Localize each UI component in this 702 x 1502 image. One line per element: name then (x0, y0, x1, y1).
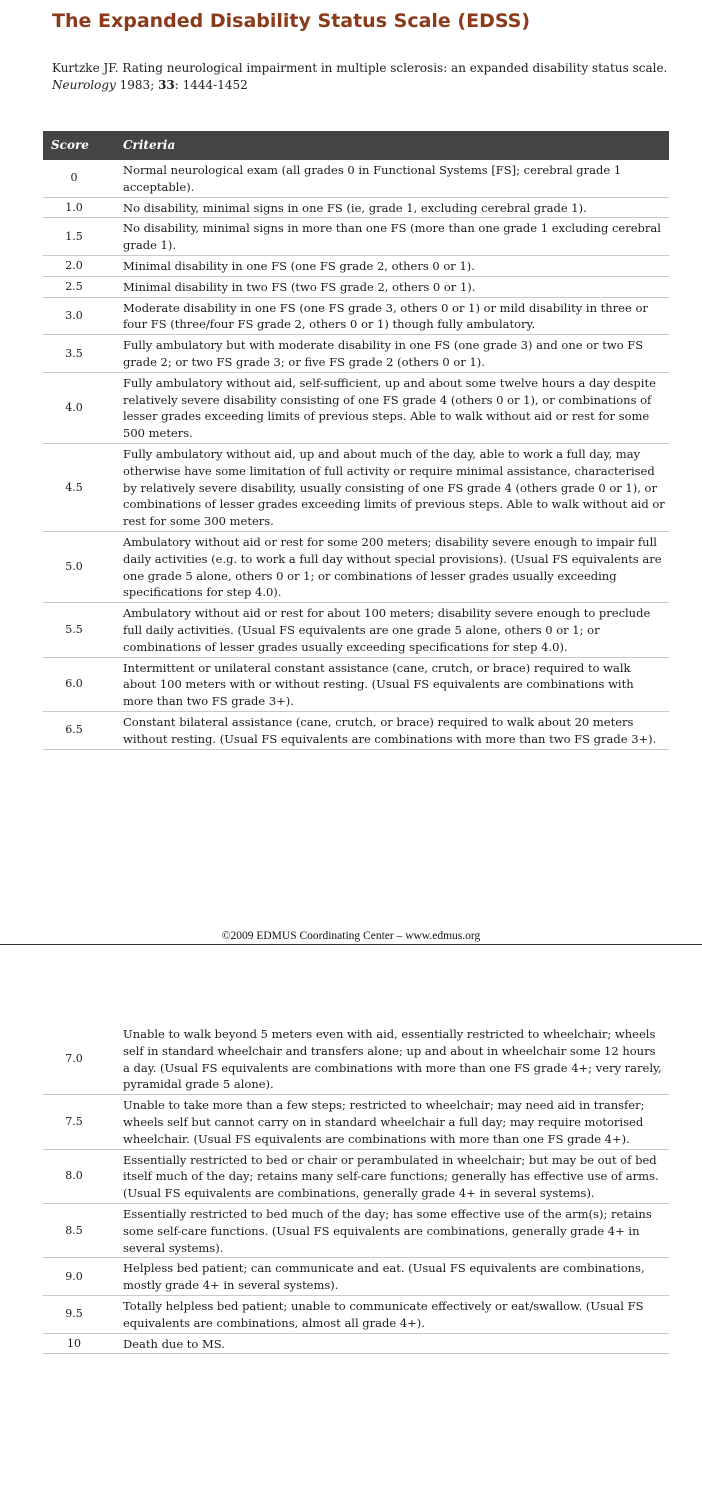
score-cell: 6.0 (43, 657, 113, 711)
table-row (43, 711, 669, 749)
table-row (43, 160, 669, 197)
table-row (43, 443, 669, 531)
score-cell: 8.0 (43, 1149, 113, 1203)
score-cell: 2.5 (43, 276, 113, 297)
table-row (43, 197, 669, 218)
table-row (43, 218, 669, 256)
score-cell: 7.5 (43, 1095, 113, 1149)
table-row (43, 1258, 669, 1296)
criteria-cell: Moderate disability in one FS (one FS grade 3, others 0 or 1) or mild disability in three or four FS (three/four FS grade 2, others 0 or 1) though fully ambulatory. (113, 297, 669, 335)
table-row (43, 531, 669, 602)
copyright-notice: ©2009 EDMUS Coordinating Center – www.edmus.org (221, 930, 481, 942)
citation (52, 60, 672, 94)
criteria-cell: Ambulatory without aid or rest for about 100 meters; disability severe enough to preclude full daily activities. (Usual FS equivalents are one grade 5 alone, others 0 or 1; or combinations of lesser grades usually exceeding specifications for step 4.0). (113, 603, 669, 657)
table-row (43, 1095, 669, 1149)
table-row (43, 276, 669, 297)
criteria-cell: Totally helpless bed patient; unable to communicate effectively or eat/swallow. (Usual FS equivalents are combinations, almost all grade 4+). (113, 1295, 669, 1333)
criteria-cell: Normal neurological exam (all grades 0 in Functional Systems [FS]; cerebral grade 1 acceptable). (113, 160, 669, 197)
criteria-cell: Unable to walk beyond 5 meters even with aid, essentially restricted to wheelchair; wheels self in standard wheelchair and transfers alone; up and about in wheelchair some 12 hours a day. (Usual FS equivalents are combinations with more than one FS grade 4+; very rarely, pyramidal grade 5 alone). (113, 1024, 669, 1095)
score-cell: 7.0 (43, 1024, 113, 1095)
score-cell: 2.0 (43, 255, 113, 276)
criteria-cell: Unable to take more than a few steps; restricted to wheelchair; may need aid in transfer; wheels self but cannot carry on in standard wheelchair a full day; may require motorised wheelchair. (Usual FS equivalents are combinations with more than one FS grade 4+). (113, 1095, 669, 1149)
score-column-header: Score (43, 131, 113, 160)
page-divider (0, 944, 702, 945)
score-cell: 5.5 (43, 603, 113, 657)
score-cell: 3.5 (43, 335, 113, 373)
table-row (43, 1295, 669, 1333)
table-row (43, 657, 669, 711)
criteria-cell: Ambulatory without aid or rest for some 200 meters; disability severe enough to impair full daily activities (e.g. to work a full day without special provisions). (Usual FS equivalents are one grade 5 alone, others 0 or 1; or combinations of lesser grades usually exceeding specifications for step 4.0). (113, 531, 669, 602)
score-cell: 1.0 (43, 197, 113, 218)
criteria-cell: No disability, minimal signs in one FS (ie, grade 1, excluding cerebral grade 1). (113, 197, 669, 218)
criteria-cell: Death due to MS. (113, 1333, 669, 1354)
criteria-cell: Essentially restricted to bed or chair or perambulated in wheelchair; but may be out of bed itself much of the day; retains many self-care functions; generally has effective use of arms. (Usual FS equivalents are combinations, generally grade 4+ in several systems). (113, 1149, 669, 1203)
criteria-cell: Fully ambulatory without aid, self-sufficient, up and about some twelve hours a day despite relatively severe disability consisting of one FS grade 4 (others 0 or 1), or combinations of lesser grades exceeding limits of previous steps. Able to walk without aid or rest for some 500 meters. (113, 372, 669, 443)
score-cell: 8.5 (43, 1203, 113, 1257)
citation-pages: : 1444-1452 (174, 78, 248, 92)
score-cell: 9.5 (43, 1295, 113, 1333)
table-row (43, 1024, 669, 1095)
criteria-cell: Minimal disability in two FS (two FS grade 2, others 0 or 1). (113, 276, 669, 297)
table-row (43, 372, 669, 443)
citation-text: Kurtzke JF. Rating neurological impairment in multiple sclerosis: an expanded disability status scale. (52, 61, 668, 75)
table-row (43, 1333, 669, 1354)
table-row (43, 1149, 669, 1203)
edss-table (43, 131, 669, 750)
criteria-cell: Helpless bed patient; can communicate and eat. (Usual FS equivalents are combinations, mostly grade 4+ in several systems). (113, 1258, 669, 1296)
criteria-cell: Constant bilateral assistance (cane, crutch, or brace) required to walk about 20 meters without resting. (Usual FS equivalents are combinations with more than two FS grade 3+). (113, 711, 669, 749)
score-cell: 4.0 (43, 372, 113, 443)
score-cell: 1.5 (43, 218, 113, 256)
score-cell: 9.0 (43, 1258, 113, 1296)
score-cell: 0 (43, 160, 113, 197)
score-cell: 3.0 (43, 297, 113, 335)
table-row (43, 1203, 669, 1257)
criteria-column-header: Criteria (113, 131, 669, 160)
page-title: The Expanded Disability Status Scale (EDSS) (52, 10, 531, 32)
table-row (43, 603, 669, 657)
table-header-row (43, 131, 669, 160)
criteria-cell: No disability, minimal signs in more than one FS (more than one grade 1 excluding cerebral grade 1). (113, 218, 669, 256)
criteria-cell: Essentially restricted to bed much of the day; has some effective use of the arm(s); retains some self-care functions. (Usual FS equivalents are combinations, generally grade 4+ in several systems). (113, 1203, 669, 1257)
table-row (43, 335, 669, 373)
edss-table-continued (43, 1024, 669, 1354)
citation-year: 1983; (119, 78, 155, 92)
score-cell: 6.5 (43, 711, 113, 749)
citation-journal: Neurology (52, 78, 116, 92)
table-row (43, 255, 669, 276)
citation-volume: 33 (158, 78, 175, 92)
score-cell: 5.0 (43, 531, 113, 602)
criteria-cell: Fully ambulatory but with moderate disability in one FS (one grade 3) and one or two FS grade 2; or two FS grade 3; or five FS grade 2 (others 0 or 1). (113, 335, 669, 373)
score-cell: 4.5 (43, 443, 113, 531)
criteria-cell: Minimal disability in one FS (one FS grade 2, others 0 or 1). (113, 255, 669, 276)
table-row (43, 297, 669, 335)
criteria-cell: Fully ambulatory without aid, up and about much of the day, able to work a full day, may otherwise have some limitation of full activity or require minimal assistance, characterised by relatively severe disability, usually consisting of one FS grade 4 (others grade 0 or 1), or combinations of lesser grades exceeding limits of previous steps. Able to walk without aid or rest for some 300 meters. (113, 443, 669, 531)
criteria-cell: Intermittent or unilateral constant assistance (cane, crutch, or brace) required to walk about 100 meters with or without resting. (Usual FS equivalents are combinations with more than two FS grade 3+). (113, 657, 669, 711)
score-cell: 10 (43, 1333, 113, 1354)
